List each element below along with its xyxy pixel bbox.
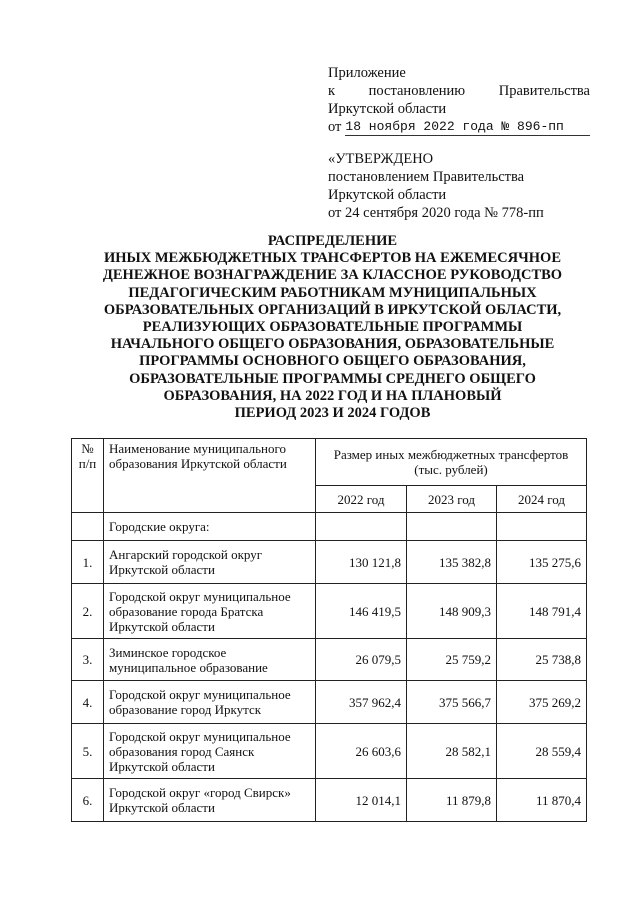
header-year-2024: 2024 год — [497, 486, 587, 513]
title-line: ДЕНЕЖНОЕ ВОЗНАГРАЖДЕНИЕ ЗА КЛАССНОЕ РУКОВОДСТВО — [102, 267, 563, 284]
approved-block — [328, 150, 590, 222]
row-value-2023: 28 582,1 — [407, 724, 497, 779]
table-group-row — [72, 513, 587, 541]
row-value-2022: 130 121,8 — [316, 541, 407, 584]
attachment-word: постановлению — [368, 83, 466, 99]
row-name: Ангарский городской округ Иркутской области — [104, 541, 316, 584]
attachment-date-prefix: от — [328, 119, 342, 135]
row-value-2023: 375 566,7 — [407, 681, 497, 724]
transfers-table — [71, 438, 587, 822]
row-name: Городской округ муниципальное образования город Саянск Иркутской области — [104, 724, 316, 779]
row-name: Зиминское городское муниципальное образование — [104, 639, 316, 681]
attachment-line-2 — [328, 82, 590, 100]
row-value-2022: 357 962,4 — [316, 681, 407, 724]
row-value-2024: 148 791,4 — [497, 584, 587, 639]
table-row — [72, 779, 587, 822]
title-line: РЕАЛИЗУЮЩИХ ОБРАЗОВАТЕЛЬНЫЕ ПРОГРАММЫ — [142, 319, 523, 336]
title-line: ИНЫХ МЕЖБЮДЖЕТНЫХ ТРАНСФЕРТОВ НА ЕЖЕМЕСЯЧНОЕ — [103, 250, 561, 267]
title-line: ОБРАЗОВАТЕЛЬНЫЕ ПРОГРАММЫ СРЕДНЕГО ОБЩЕГО — [129, 370, 536, 387]
table-row — [72, 681, 587, 724]
table-row — [72, 541, 587, 584]
approved-line: постановлением Правительства — [328, 169, 525, 185]
row-value-2023: 11 879,8 — [407, 779, 497, 822]
row-value-2023: 135 382,8 — [407, 541, 497, 584]
title-line: НАЧАЛЬНОГО ОБЩЕГО ОБРАЗОВАНИЯ, ОБРАЗОВАТЕЛЬНЫЕ — [110, 336, 555, 353]
header-year-2023: 2023 год — [407, 486, 497, 513]
header-name: Наименование муниципального образования Иркутской области — [104, 439, 316, 513]
table-row — [72, 584, 587, 639]
row-value-2023: 148 909,3 — [407, 584, 497, 639]
group-empty-cell — [497, 513, 587, 541]
row-num: 5. — [72, 724, 104, 779]
group-label: Городские округа: — [104, 513, 316, 541]
attachment-line-1: Приложение — [328, 65, 406, 81]
row-num: 6. — [72, 779, 104, 822]
title-line: ПЕРИОД 2023 И 2024 ГОДОВ — [234, 405, 431, 422]
group-empty-cell — [407, 513, 497, 541]
row-num: 1. — [72, 541, 104, 584]
group-num-cell — [72, 513, 104, 541]
table-row — [72, 724, 587, 779]
title-line: РАСПРЕДЕЛЕНИЕ — [267, 233, 398, 249]
attachment-date-value: 18 ноября 2022 года № 896-пп — [345, 119, 590, 136]
group-empty-cell — [316, 513, 407, 541]
attachment-block — [328, 64, 590, 136]
row-value-2023: 25 759,2 — [407, 639, 497, 681]
title-line: ПРОГРАММЫ ОСНОВНОГО ОБЩЕГО ОБРАЗОВАНИЯ, — [139, 353, 526, 370]
row-value-2022: 26 603,6 — [316, 724, 407, 779]
attachment-word: Правительства — [498, 83, 590, 99]
row-value-2022: 12 014,1 — [316, 779, 407, 822]
row-value-2024: 11 870,4 — [497, 779, 587, 822]
row-value-2024: 135 275,6 — [497, 541, 587, 584]
table-header-row — [72, 439, 587, 486]
row-value-2024: 375 269,2 — [497, 681, 587, 724]
title-line: ОБРАЗОВАНИЯ, НА 2022 ГОД И НА ПЛАНОВЫЙ — [163, 387, 502, 404]
title-line: ПЕДАГОГИЧЕСКИМ РАБОТНИКАМ МУНИЦИПАЛЬНЫХ — [128, 284, 537, 301]
approved-line: от 24 сентября 2020 года № 778-пп — [328, 205, 544, 221]
attachment-line-3: Иркутской области — [328, 101, 447, 117]
row-value-2024: 25 738,8 — [497, 639, 587, 681]
attachment-word: к — [328, 83, 336, 99]
table-row — [72, 639, 587, 681]
approved-line: «УТВЕРЖДЕНО — [328, 151, 434, 167]
row-value-2024: 28 559,4 — [497, 724, 587, 779]
row-num: 3. — [72, 639, 104, 681]
document-title — [90, 233, 575, 422]
row-name: Городской округ муниципальное образование город Иркутск — [104, 681, 316, 724]
header-year-2022: 2022 год — [316, 486, 407, 513]
row-num: 2. — [72, 584, 104, 639]
header-size: Размер иных межбюджетных трансфертов (тыс. рублей) — [316, 439, 587, 486]
attachment-date-line — [328, 118, 590, 136]
title-line: ОБРАЗОВАТЕЛЬНЫХ ОРГАНИЗАЦИЙ В ИРКУТСКОЙ ОБЛАСТИ, — [103, 301, 562, 318]
row-value-2022: 26 079,5 — [316, 639, 407, 681]
row-name: Городской округ «город Свирск» Иркутской области — [104, 779, 316, 822]
header-num: № п/п — [72, 439, 104, 513]
row-name: Городской округ муниципальное образование города Братска Иркутской области — [104, 584, 316, 639]
row-value-2022: 146 419,5 — [316, 584, 407, 639]
approved-line: Иркутской области — [328, 187, 447, 203]
row-num: 4. — [72, 681, 104, 724]
